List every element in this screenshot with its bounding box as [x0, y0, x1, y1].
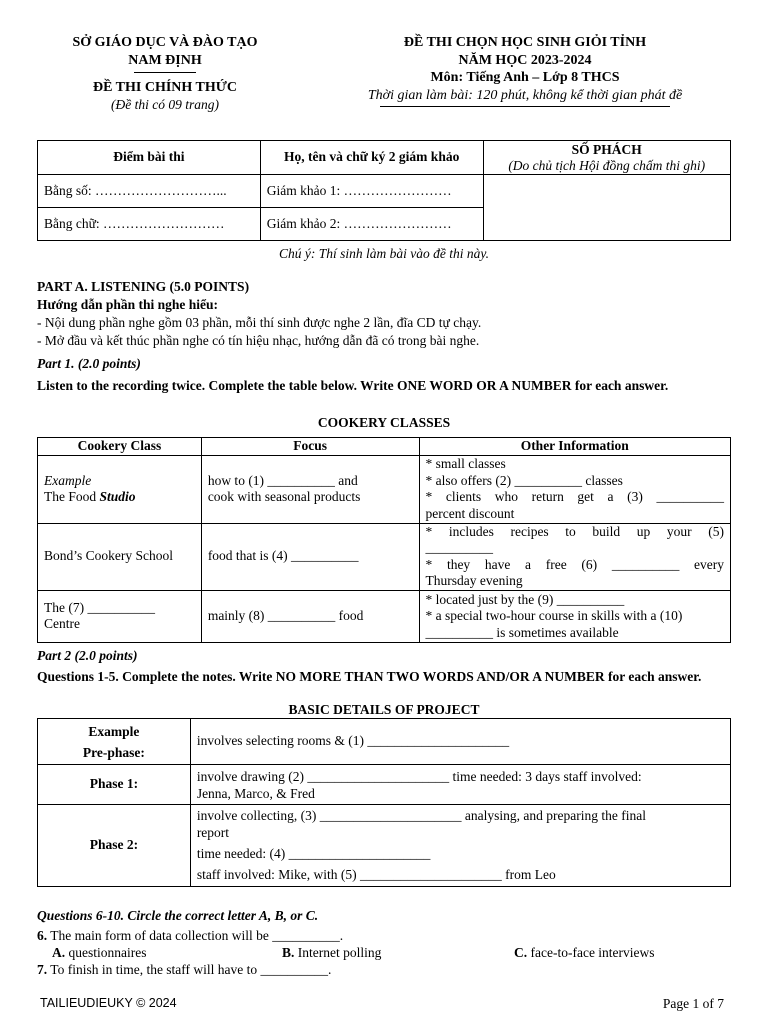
header-right — [320, 34, 730, 107]
time-allowed: Thời gian làm bài: 120 phút, không kể thời gian phát đề — [367, 87, 683, 103]
project-table-title: BASIC DETAILS OF PROJECT — [288, 702, 480, 717]
question-6: 6. The main form of data collection will be __________. — [37, 928, 344, 943]
table-row — [38, 719, 731, 765]
info-line: * they have a free (6) __________ every — [425, 556, 724, 572]
cookery-table-title: COOKERY CLASSES — [317, 415, 451, 430]
department-name: SỞ GIÁO DỤC VÀ ĐÀO TẠO — [72, 35, 258, 50]
col-header-focus: Focus — [201, 438, 419, 456]
info-line: percent discount — [425, 505, 515, 521]
score-table — [37, 140, 731, 241]
guide-title: Hướng dẫn phần thi nghe hiểu: — [37, 297, 219, 312]
class-name: Bond’s Cookery School — [38, 523, 202, 590]
exam-title: ĐỀ THI CHỌN HỌC SINH GIỎI TỈNH — [403, 35, 647, 50]
serial-box — [483, 175, 731, 241]
phase-1-text: Jenna, Marco, & Fred — [196, 785, 315, 801]
info-line: * a special two-hour course in skills with a (10) — [425, 608, 683, 624]
phase-2-label: Phase 2: — [38, 805, 191, 887]
example-label: Example — [88, 723, 140, 739]
focus-line: mainly (8) __________ food — [201, 590, 419, 642]
col-header-info: Other Information — [419, 438, 731, 456]
col-header-class: Cookery Class — [38, 438, 202, 456]
phase-1-label: Phase 1: — [38, 765, 191, 805]
school-year: NĂM HỌC 2023-2024 — [458, 52, 592, 68]
score-in-words[interactable]: Bằng chữ: ……………………… — [38, 208, 261, 241]
score-in-numbers[interactable]: Bằng số: ………………………... — [38, 175, 261, 208]
part-a-title: PART A. LISTENING (5.0 POINTS) — [37, 279, 250, 294]
serial-header — [483, 141, 731, 175]
class-name: The Food Studio — [44, 489, 136, 505]
header-divider — [134, 72, 196, 73]
info-line: * located just by the (9) __________ — [425, 591, 625, 607]
subject: Môn: Tiếng Anh – Lớp 8 THCS — [430, 70, 620, 85]
serial-title: SỐ PHÁCH — [571, 141, 642, 157]
pre-phase-text: involves selecting rooms & (1) _____________________ — [190, 719, 730, 765]
header-right-divider — [380, 106, 670, 107]
info-line: Thursday evening — [425, 573, 523, 589]
table-row — [38, 765, 731, 805]
class-name: Centre — [44, 616, 80, 632]
info-line: * clients who return get a (3) __________ — [425, 489, 724, 505]
info-line: __________ — [425, 540, 493, 556]
question-6-options — [52, 945, 732, 962]
phase-2-text: staff involved: Mike, with (5) _____________________ from Leo — [196, 866, 556, 882]
option-c[interactable]: C. face-to-face interviews — [514, 945, 655, 960]
info-line: __________ is sometimes available — [425, 624, 619, 640]
guide-line-2: - Mở đầu và kết thúc phần nghe có tín hiệu nhạc, hướng dẫn đã có trong bài nghe. — [37, 333, 480, 348]
footer-copyright: TAILIEUDIEUKY © 2024 — [40, 996, 177, 1010]
header-left — [40, 34, 290, 113]
project-table — [37, 718, 731, 887]
part-2-title: Part 2 (2.0 points) — [37, 648, 138, 663]
info-line: * also offers (2) __________ classes — [425, 472, 623, 488]
questions-6-10-title: Questions 6-10. Circle the correct letter A, B, or C. — [37, 908, 319, 923]
page-count-note: (Đề thi có 09 trang) — [111, 96, 219, 112]
examiner-1[interactable]: Giám khảo 1: …………………… — [260, 175, 483, 208]
serial-subtitle: (Do chủ tịch Hội đồng chấm thi ghi) — [508, 157, 706, 173]
info-line: * includes recipes to build up your (5) — [425, 523, 724, 539]
class-name: The (7) __________ — [44, 599, 155, 615]
option-a[interactable]: A. questionnaires — [52, 945, 147, 960]
table-row — [38, 805, 731, 887]
part-1-instruction: Listen to the recording twice. Complete the table below. Write ONE WORD OR A NUMBER for each answer. — [37, 378, 669, 393]
focus-line: how to (1) __________ and — [207, 472, 358, 488]
part-1-title: Part 1. (2.0 points) — [37, 356, 141, 371]
official-label: ĐỀ THI CHÍNH THỨC — [92, 80, 238, 95]
option-b[interactable]: B. Internet polling — [282, 945, 382, 960]
focus-line: food that is (4) __________ — [201, 523, 419, 590]
table-row — [38, 455, 731, 523]
province-name: NAM ĐỊNH — [128, 52, 202, 68]
phase-2-text: report — [196, 824, 230, 840]
pre-phase-label: Pre-phase: — [82, 744, 145, 760]
page-number: Page 1 of 7 — [662, 996, 724, 1011]
table-row — [38, 523, 731, 590]
examiner-2[interactable]: Giám khảo 2: …………………… — [260, 208, 483, 241]
exam-note: Chú ý: Thí sinh làm bài vào đề thi này. — [279, 246, 489, 261]
example-label: Example — [44, 472, 92, 488]
question-7: 7. To finish in time, the staff will have to __________. — [37, 962, 332, 977]
focus-line: cook with seasonal products — [207, 489, 361, 505]
guide-line-1: - Nội dung phần nghe gồm 03 phần, mỗi thí sinh được nghe 2 lần, đĩa CD tự chạy. — [37, 315, 482, 330]
phase-1-text: involve drawing (2) _____________________ time needed: 3 days staff involved: — [196, 768, 642, 784]
examiners-header: Họ, tên và chữ ký 2 giám khảo — [260, 141, 483, 175]
table-row — [38, 590, 731, 642]
part-2-instruction: Questions 1-5. Complete the notes. Write NO MORE THAN TWO WORDS AND/OR A NUMBER for each answer. — [37, 669, 702, 684]
cookery-table — [37, 437, 731, 643]
phase-2-text: time needed: (4) _____________________ — [196, 846, 431, 861]
score-header: Điểm bài thi — [38, 141, 261, 175]
phase-2-text: involve collecting, (3) _____________________ analysing, and preparing the final — [196, 808, 646, 823]
info-line: * small classes — [425, 456, 506, 472]
